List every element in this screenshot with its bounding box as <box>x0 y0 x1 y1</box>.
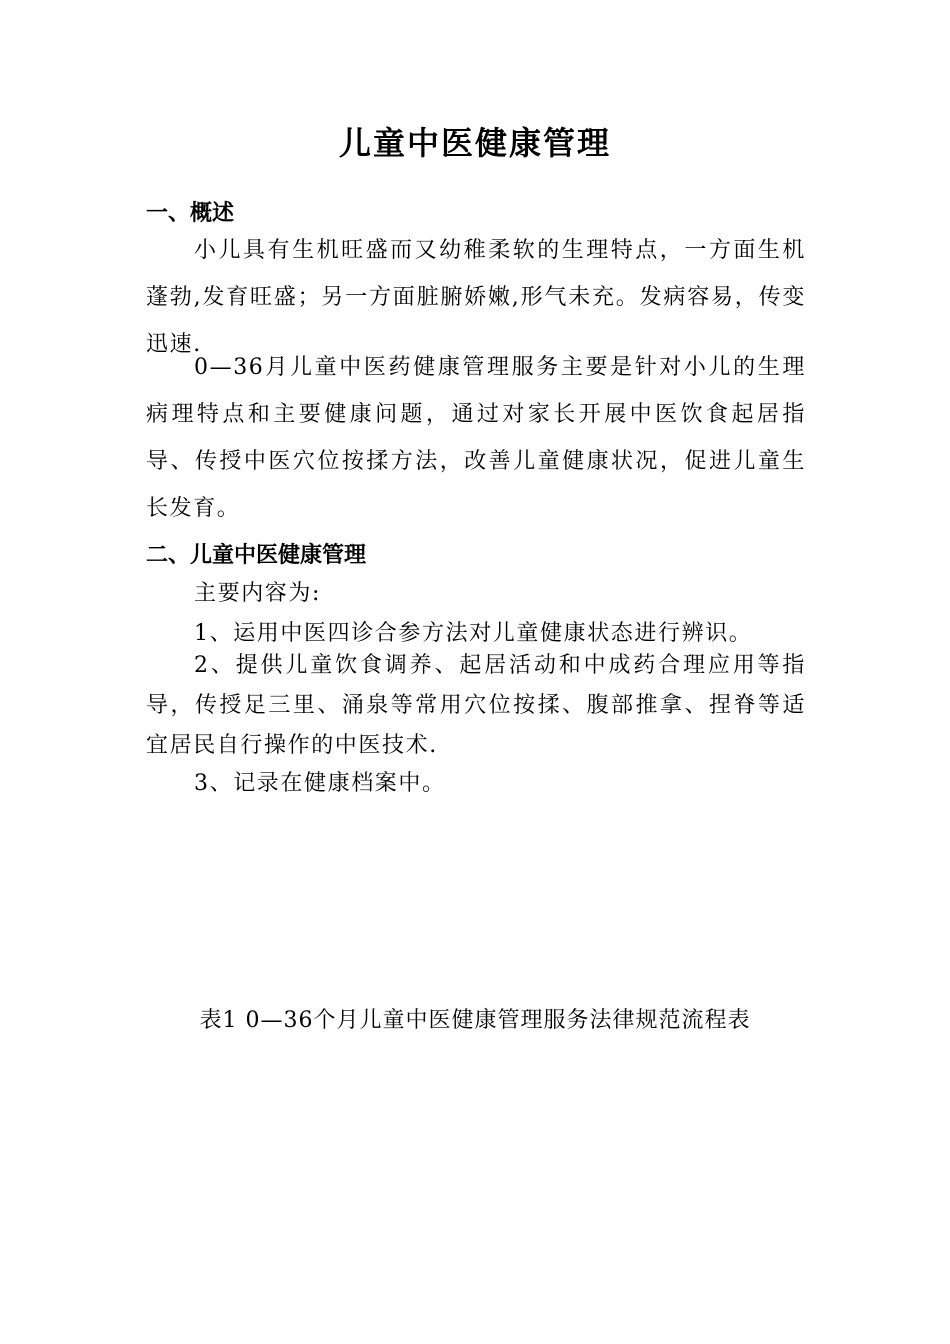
management-item-3: 3、记录在健康档案中。 <box>194 771 446 796</box>
overview-paragraph-1: 小儿具有生机旺盛而又幼稚柔软的生理特点，一方面生机蓬勃,发育旺盛；另一方面脏腑娇嫩,形气未充。发病容易，传变迅速. <box>146 238 806 357</box>
management-intro: 主要内容为: <box>194 581 322 606</box>
section-heading-management: 二、儿童中医健康管理 <box>146 543 367 568</box>
section-heading-overview: 一、概述 <box>146 201 235 226</box>
management-item-1: 1、运用中医四诊合参方法对儿童健康状态进行辨识。 <box>194 621 753 646</box>
overview-paragraph-2: 0—36月儿童中医药健康管理服务主要是针对小儿的生理病理特点和主要健康问题，通过对家长开展中医饮食起居指导、传授中医穴位按揉方法，改善儿童健康状况，促进儿童生长发育。 <box>146 355 806 521</box>
page-title: 儿童中医健康管理 <box>338 124 611 162</box>
table-caption: 表1 0—36个月儿童中医健康管理服务法律规范流程表 <box>199 1008 751 1033</box>
management-item-2: 2、提供儿童饮食调养、起居活动和中成药合理应用等指导，传授足三里、涌泉等常用穴位按揉、腹部推拿、捏脊等适宜居民自行操作的中医技术. <box>146 653 806 758</box>
